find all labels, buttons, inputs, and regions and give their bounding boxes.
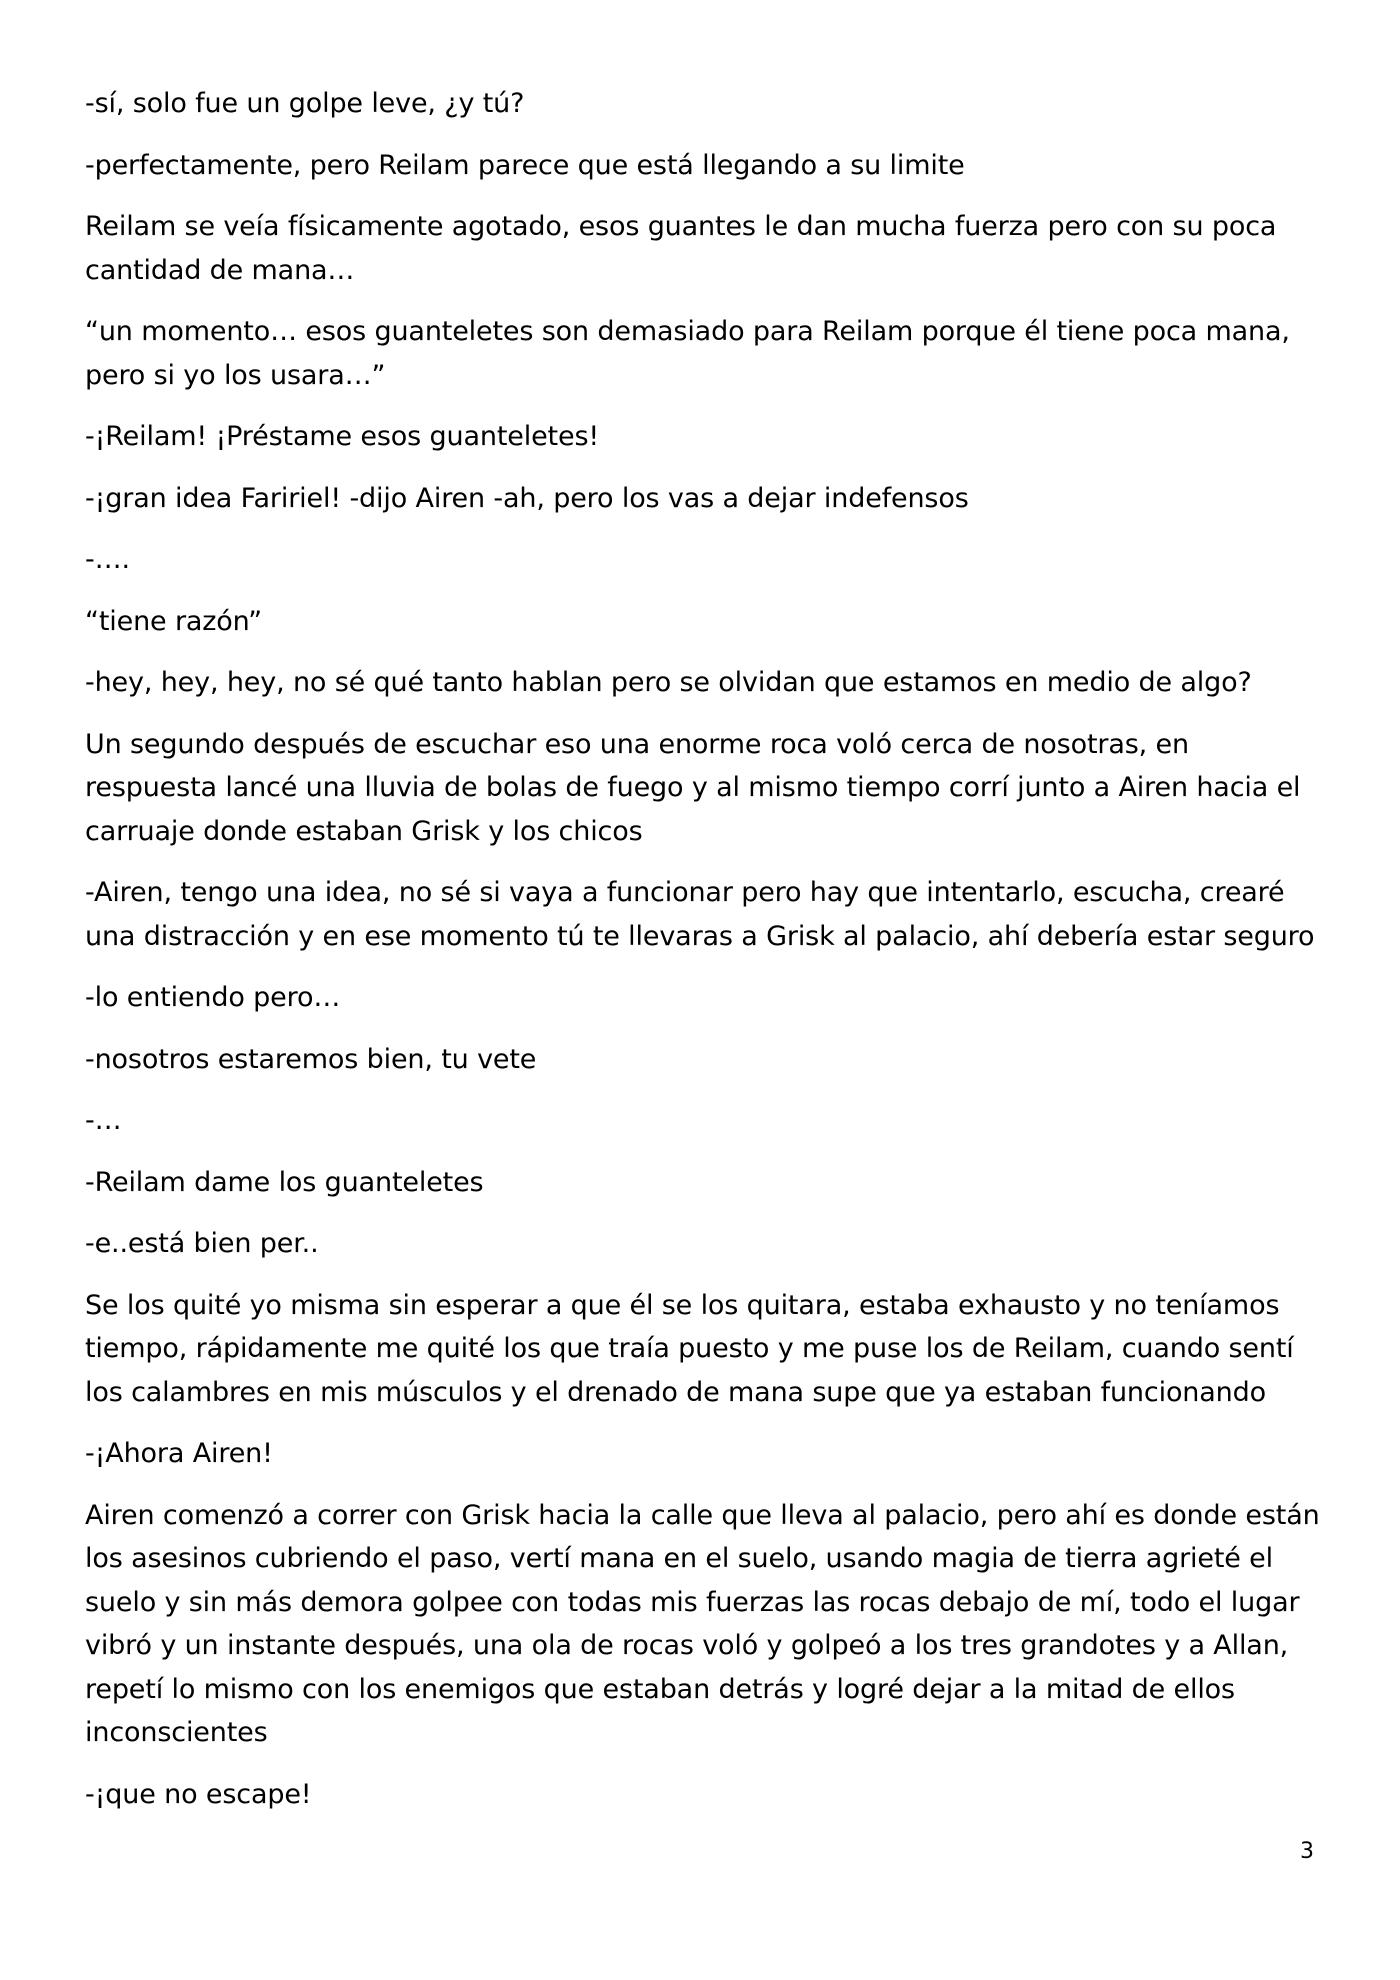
document-body [85,82,1335,1834]
paragraph: “un momento… esos guanteletes son demasiado para Reilam porque él tiene poca mana, pero si yo los usara…” [85,316,1290,391]
paragraph: -¡gran idea Faririel! -dijo Airen -ah, pero los vas a dejar indefensos [85,482,969,514]
paragraph: -hey, hey, hey, no sé qué tanto hablan pero se olvidan que estamos en medio de algo? [85,667,1252,698]
paragraph: -Airen, tengo una idea, no sé si vaya a funcionar pero hay que intentarlo, escucha, crearé una distracción y en ese momento tú te llevaras a Grisk al palacio, ahí debería estar seguro [85,877,1315,952]
paragraph: Un segundo después de escuchar eso una enorme roca voló cerca de nosotras, en respuesta lancé una lluvia de bolas de fuego y al mismo tiempo corrí junto a Airen hacia el carruaje donde estaban Grisk y los chicos [85,728,1301,847]
paragraph: Reilam se veía físicamente agotado, esos guantes le dan mucha fuerza pero con su poca cantidad de mana… [85,211,1277,286]
paragraph: -nosotros estaremos bien, tu vete [85,1043,537,1075]
paragraph: -¡que no escape! [85,1778,312,1810]
paragraph: Airen comenzó a correr con Grisk hacia la calle que lleva al palacio, pero ahí es donde están los asesinos cubriendo el paso, vertí mana en el suelo, usando magia de tierra agrieté el suelo y sin más demora golpee con todas mis fuerzas las rocas debajo de mí, todo el lugar vibró y un instante después, una ola de rocas voló y golpeó a los tres grandotes y a Allan, repetí lo mismo con los enemigos que estaban detrás y logré dejar a la mitad de ellos inconscientes [85,1499,1320,1748]
paragraph: -sí, solo fue un golpe leve, ¿y tú? [85,88,525,119]
paragraph: “tiene razón” [85,605,263,637]
paragraph: -Reilam dame los guanteletes [85,1166,484,1198]
page-number: 3 [1300,1839,1314,1864]
paragraph: -…. [85,544,130,575]
paragraph: -¡Ahora Airen! [85,1438,273,1469]
paragraph: -e..está bien per.. [85,1228,319,1259]
paragraph: -¡Reilam! ¡Préstame esos guanteletes! [85,421,600,452]
paragraph: Se los quité yo misma sin esperar a que él se los quitara, estaba exhausto y no teníamos tiempo, rápidamente me quité los que traía puesto y me puse los de Reilam, cuando sentí los calambres en mis músculos y el drenado de mana supe que ya estaban funcionando [85,1289,1294,1408]
paragraph: -perfectamente, pero Reilam parece que está llegando a su limite [85,149,965,181]
paragraph: -lo entiendo pero… [85,982,341,1013]
paragraph: -… [85,1105,122,1136]
